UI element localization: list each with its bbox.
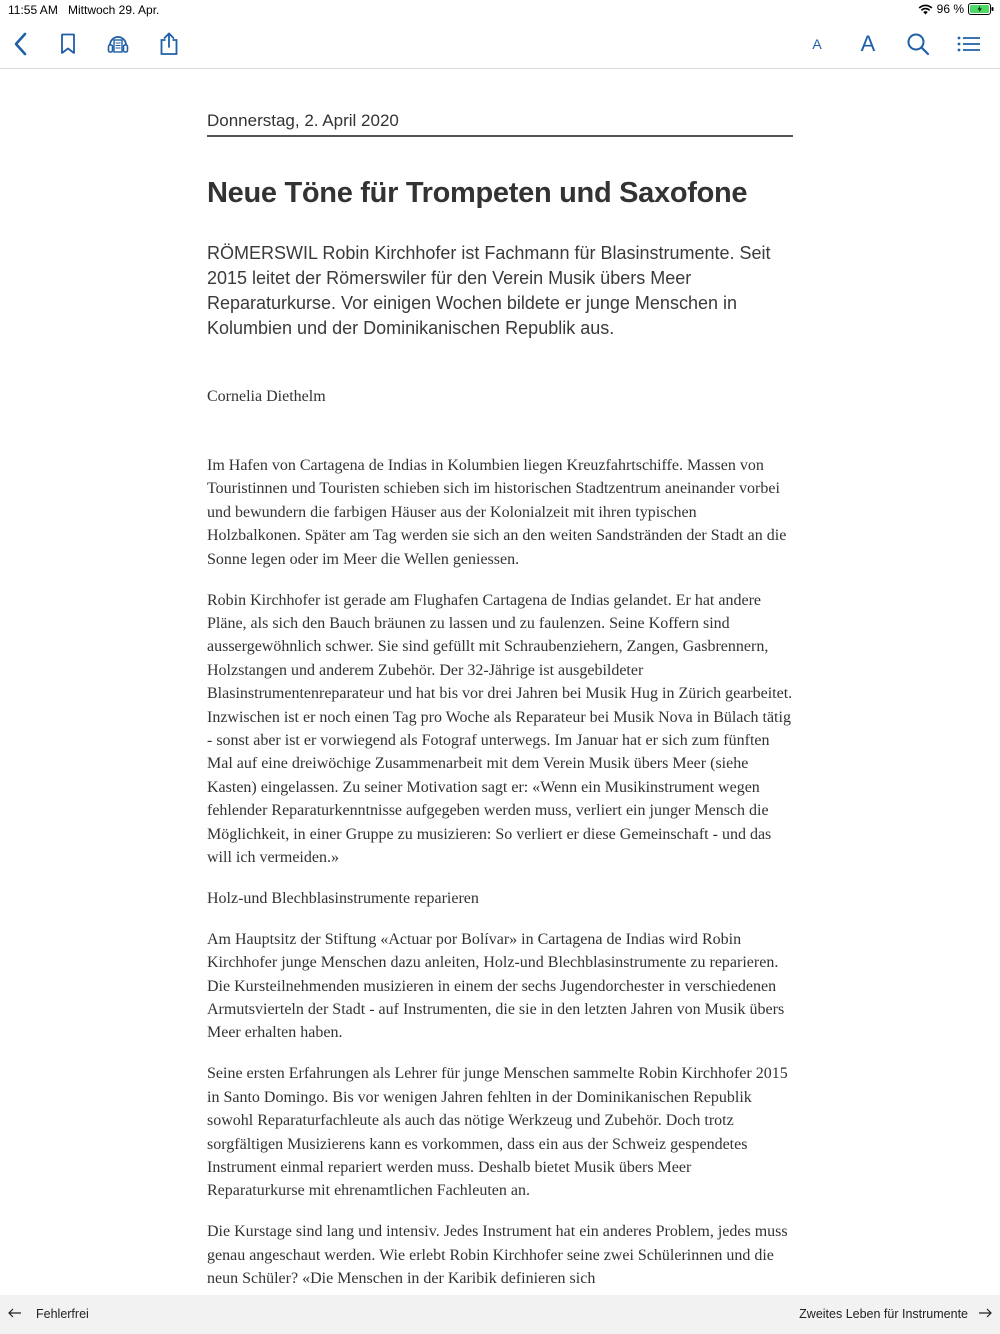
arrow-right-icon [978,1307,992,1321]
font-increase-button[interactable] [848,20,888,68]
search-icon [906,32,930,56]
article-paragraph: Die Kurstage sind lang und intensiv. Jedes Instrument hat ein anderes Problem, jedes muss genau angeschaut werden. Wie erlebt Robin Kirchhofer seine zwei Schülerinnen und die neun Schüler? «Die Menschen in der Karibik definieren sich [207,1223,788,1288]
battery-percent: 96 % [936,2,964,16]
article-author: Cornelia Diethelm [207,388,326,405]
wifi-icon [918,4,933,15]
share-icon [159,32,179,56]
battery-icon [968,3,994,15]
search-button[interactable] [898,20,938,68]
article [207,100,793,1308]
next-article-label: Zweites Leben für Instrumente [799,1307,968,1321]
share-button[interactable] [149,20,189,68]
font-small-label: A [812,36,822,52]
article-subheading: Holz-und Blechblasinstrumente reparieren [207,889,479,907]
status-indicators [918,2,994,16]
chevron-left-icon [13,32,27,56]
listen-icon [106,32,130,56]
previous-article-link[interactable] [8,1307,89,1321]
article-paragraph: Im Hafen von Cartagena de Indias in Kolumbien liegen Kreuzfahrtschiffe. Massen von Touristinnen und Touristen schieben sich im historischen Stadtzentrum aneinander vorbei und bewundern die farbigen Häuser aus der Kolonialzeit mit ihren typischen Holzbalkonen. Später am Tag werden sie sich an den weiten Sandstränden der Stadt an die Sonne legen oder im Meer die Wellen geniessen. [207,457,787,568]
font-large-label: A [860,31,876,56]
next-article-link[interactable] [799,1307,992,1321]
article-title: Neue Töne für Trompeten und Saxofone [207,177,748,209]
contents-button[interactable] [949,20,989,68]
status-bar [0,0,1000,20]
bookmark-button[interactable] [48,20,88,68]
article-body [207,454,793,1291]
toolbar [0,20,1000,69]
arrow-left-icon [8,1307,22,1321]
article-paragraph: Seine ersten Erfahrungen als Lehrer für junge Menschen sammelte Robin Kirchhofer 2015 in Santo Domingo. Bis vor wenigen Jahren fehlten in der Dominikanischen Republik sowohl Reparaturfachleute als auch das nötige Werkzeug und Zubehör. Doch trotz sorgfältigen Musizierens kann es vorkommen, dass ein aus der Schweiz gespendetes Instrument einmal repariert werden muss. Deshalb bietet Musik übers Meer Reparaturkurse mit ehrenamtlichen Fachleuten an. [207,1065,788,1200]
article-paragraph: Robin Kirchhofer ist gerade am Flughafen Cartagena de Indias gelandet. Er hat andere Pläne, als sich den Bauch bräunen zu lassen und zu faulenzen. Seine Koffern sind aussergewöhnlich schwer. Sie sind gefüllt mit Schraubenziehern, Zangen, Gasbrennern, Holzstangen und anderem Zubehör. Der 32-Jährige ist ausgebildeter Blasinstrumentenreparateur und hat bis vor drei Jahren bei Musik Hug in Zürich gearbeitet. Inzwischen ist er noch einen Tag pro Woche als Reparateur bei Musik Nova in Bülach tätig - sonst aber ist er vorwiegend als Fotograf unterwegs. Im Januar hat er sich zum fünften Mal auf eine dreiwöchige Zusammenarbeit mit dem Verein Musik übers Meer (siehe Kasten) eingelassen. Zu seiner Motivation sagt er: «Wenn ein Musikinstrument wegen fehlender Reparaturkenntnisse aufgegeben werden muss, verliert ein junger Mensch die Möglichkeit, in einer Gruppe zu musizieren: So verliert er diese Gemeinschaft - und das will ich vermeiden.» [207,591,793,866]
previous-article-label: Fehlerfrei [36,1307,89,1321]
article-date: Donnerstag, 2. April 2020 [207,100,793,137]
article-lead: RÖMERSWIL Robin Kirchhofer ist Fachmann für Blasinstrumente. Seit 2015 leitet der Römerswiler für den Verein Musik übers Meer Reparaturkurse. Vor einigen Wochen bildete er junge Menschen in Kolumbien und der Dominikanischen Republik aus. [207,243,771,338]
font-decrease-button[interactable] [797,20,837,68]
back-button[interactable] [0,20,40,68]
status-date: Mittwoch 29. Apr. [68,3,160,17]
article-paragraph: Am Hauptsitz der Stiftung «Actuar por Bolívar» in Cartagena de Indias wird Robin Kirchhofer junge Menschen dazu anleiten, Holz-und Blechblasinstrumente zu reparieren. Die Kursteilnehmenden musizieren in einem der sechs Jugendorchester in verschiedenen Armutsvierteln der Stadt - auf Instrumenten, die sie in den letzten Jahren von Musik übers Meer erhalten haben. [207,930,785,1042]
list-icon [957,35,981,53]
bottom-nav [0,1295,1000,1334]
listen-button[interactable] [98,20,138,68]
status-time: 11:55 AM [8,3,58,17]
bookmark-icon [60,33,76,55]
